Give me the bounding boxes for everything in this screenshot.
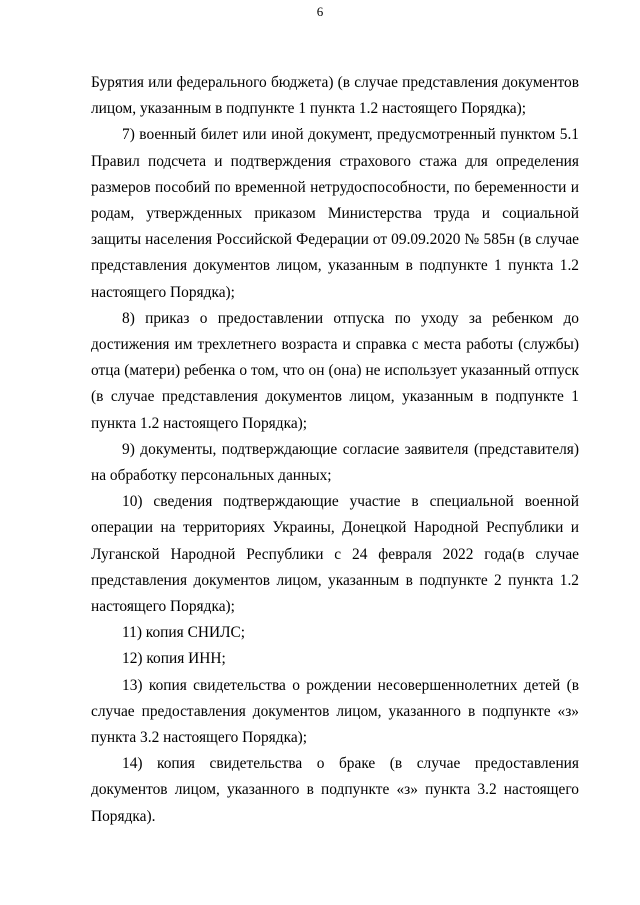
paragraph-item-13: 13) копия свидетельства о рождении несовершеннолетних детей (в случае предоставления документов лицом, указанного в подпункте «з» пункта 3.2 настоящего Порядка); [91,676,579,747]
paragraph-item-11: 11) копия СНИЛС; [122,624,246,642]
paragraph-item-7: 7) военный билет или иной документ, предусмотренный пунктом 5.1 Правил подсчета и подтверждения страхового стажа для определения размеров пособий по временной нетрудоспособности, по беременности и родам, утвержденных приказом Министерства труда и социальной защиты населения Российской Федерации от 09.09.2020 № 585н (в случае представления документов лицом, указанным в подпункте 1 пункта 1.2 настоящего Порядка); [91,126,579,301]
paragraph-item-10: 10) сведения подтверждающие участие в специальной военной операции на территориях Украины, Донецкой Народной Республики и Луганской Народной Республики с 24 февраля 2022 года(в случае представления документов лицом, указанным в подпункте 2 пункта 1.2 настоящего Порядка); [91,493,579,616]
paragraph-item-8: 8) приказ о предоставлении отпуска по уходу за ребенком до достижения им трехлетнего возраста и справка с места работы (службы) отца (матери) ребенка о том, что он (она) не использует указанный отпуск (в случае представления документов лицом, указанным в подпункте 1 пункта 1.2 настоящего Порядка); [91,309,579,432]
paragraph-continuation: Бурятия или федерального бюджета) (в случае представления документов лицом, указанным в подпункте 1 пункта 1.2 настоящего Порядка); [91,74,579,118]
document-body [91,70,579,830]
paragraph-item-12: 12) копия ИНН; [122,650,226,668]
page-number: 6 [316,4,324,19]
paragraph-item-14: 14) копия свидетельства о браке (в случае предоставления документов лицом, указанного в подпункте «з» пункта 3.2 настоящего Порядка). [91,755,579,825]
paragraph-item-9: 9) документы, подтверждающие согласие заявителя (представителя) на обработку персональных данных; [91,440,579,485]
